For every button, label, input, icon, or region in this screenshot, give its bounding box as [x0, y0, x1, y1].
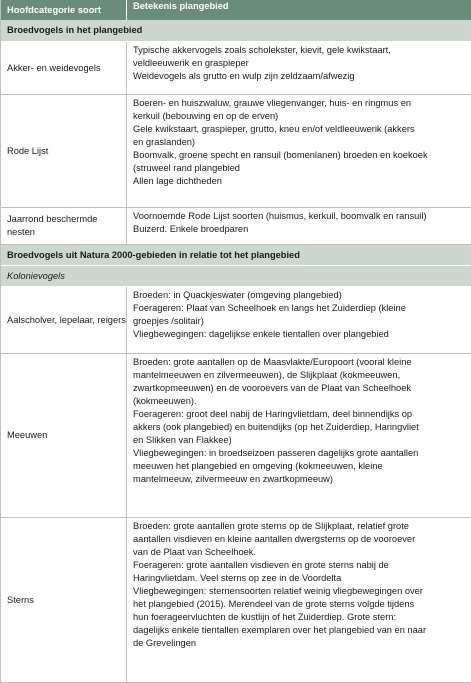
text-line: Broeden: grote aantallen grote sterns op de Slijkplaat, relatief grote — [133, 521, 409, 531]
table-row — [1, 287, 471, 354]
row-category: Meeuwen — [1, 354, 127, 517]
table-row — [1, 208, 471, 245]
text-line: Typische akkervogels zoals scholekster, kievit, gele kwikstaart, — [133, 45, 391, 55]
table-row — [1, 518, 471, 683]
text-line: Voornoemde Rode Lijst soorten (huismus, kerkuil, boomvalk en ransuil) — [133, 211, 427, 221]
row-significance — [127, 287, 471, 341]
text-line: akkers (ook plangebied) en buitendijks (op het Zuiderdiep, Haringvliet — [133, 422, 419, 432]
text-line: Vliegbewegingen: in broedseizoen passeren dagelijks grote aantallen — [133, 448, 419, 458]
row-significance — [127, 518, 471, 650]
row-significance — [127, 208, 471, 236]
row-significance — [127, 42, 471, 83]
section-natura2000 — [1, 245, 471, 266]
row-significance — [127, 95, 471, 188]
text-line: Foerageren: Plaat van Scheelhoek en langs het Zuiderdiep (kleine — [133, 303, 406, 313]
row-category: Sterns — [1, 518, 127, 682]
row-category: Akker- en weidevogels — [1, 42, 127, 94]
text-line: Gele kwikstaart, graspieper, grutto, kneu en/of veldleeuwerik (akkers — [133, 124, 415, 134]
text-line: Foerageren: grote aantallen visdieven en grote sterns nabij de — [133, 560, 389, 570]
row-category: Jaarrond beschermde nesten — [1, 208, 127, 244]
text-line: mantelmeeuwen en zilvermeeuwen), de Slijkplaat (kokmeeuwen, — [133, 370, 401, 380]
text-line: meeuwen het plangebied en omgeving (kokmeeuwen, kleine — [133, 461, 383, 471]
text-line: Vliegbewegingen: dagelijkse enkele tientallen over plangebied — [133, 329, 389, 339]
table-row — [1, 42, 471, 95]
header-category: Hoofdcategorie soort — [1, 0, 127, 20]
section-breeding-birds — [1, 20, 471, 42]
text-line: Boeren- en huiszwaluw, grauwe vliegenvanger, huis- en ringmus en — [133, 98, 412, 108]
subheader-title: Kolonievogels — [7, 270, 65, 281]
row-category: Rode Lijst — [1, 95, 127, 207]
section-title: Broedvogels in het plangebied — [7, 25, 143, 35]
section-title: Broedvogels uit Natura 2000-gebieden in relatie tot het plangebied — [7, 249, 300, 260]
text-line: (kokmeeuwen). — [133, 396, 197, 406]
table-header — [1, 0, 471, 20]
subheader-colony-birds — [1, 266, 471, 287]
text-line: kerkuil (bebouwing en op de erven) — [133, 111, 279, 121]
text-line: groepjes /solitair) — [133, 316, 204, 326]
text-line: Haringvlietdam. Veel sterns op zee in de Voordelta — [133, 573, 342, 583]
text-line: Broeden: grote aantallen op de Maasvlakte/Europoort (vooral kleine — [133, 357, 412, 367]
text-line: de Grevelingen — [133, 638, 197, 648]
text-line: zwartkopmeeuwen) en de vooroevers van de Plaat van Scheelhoek — [133, 383, 412, 393]
text-line: Buizerd. Enkele broedparen — [133, 224, 249, 234]
text-line: en Slikken van Flakkee) — [133, 435, 232, 445]
text-line: dagelijks enkele tientallen exemplaren over het plangebied van en naar — [133, 625, 427, 635]
text-line: van de Plaat van Scheelhoek. — [133, 547, 257, 557]
text-line: veldleeuwerik en graspieper — [133, 58, 249, 68]
text-line: hun foerageervluchten de kustlijn of het Zuiderdiep. Grote stern: — [133, 612, 397, 622]
table-row — [1, 95, 471, 208]
text-line: Allen lage dichtheden — [133, 176, 222, 186]
text-line: en graslanden) — [133, 137, 196, 147]
text-line: (struweel rand plangebied — [133, 163, 240, 173]
row-category: Aalscholver, lepelaar, reigers — [1, 287, 127, 353]
header-significance: Betekenis plangebied — [133, 1, 229, 11]
text-line: Boomvalk, groene specht en ransuil (bomenlanen) broeden en koekoek — [133, 150, 428, 160]
text-line: Broeden: in Quackjeswater (omgeving plangebied) — [133, 290, 342, 300]
row-significance — [127, 354, 471, 486]
text-line: mantelmeeuw, zilvermeeuw en zwartkopmeeuw) — [133, 474, 333, 484]
table-row — [1, 354, 471, 518]
text-line: Foerageren: groot deel nabij de Haringvlietdam, deel binnendijks op — [133, 409, 413, 419]
text-line: Weidevogels als grutto en wulp zijn zeldzaam/afwezig — [133, 71, 355, 81]
text-line: aantallen visdieven en kleine aantallen dwergsterns op de vooroever — [133, 534, 416, 544]
text-line: Vliegbewegingen: sternensoorten relatief weinig vliegbewegingen over — [133, 586, 423, 596]
text-line: het plangebied (2015). Merendeel van de grote sterns volgde tijdens — [133, 599, 415, 609]
